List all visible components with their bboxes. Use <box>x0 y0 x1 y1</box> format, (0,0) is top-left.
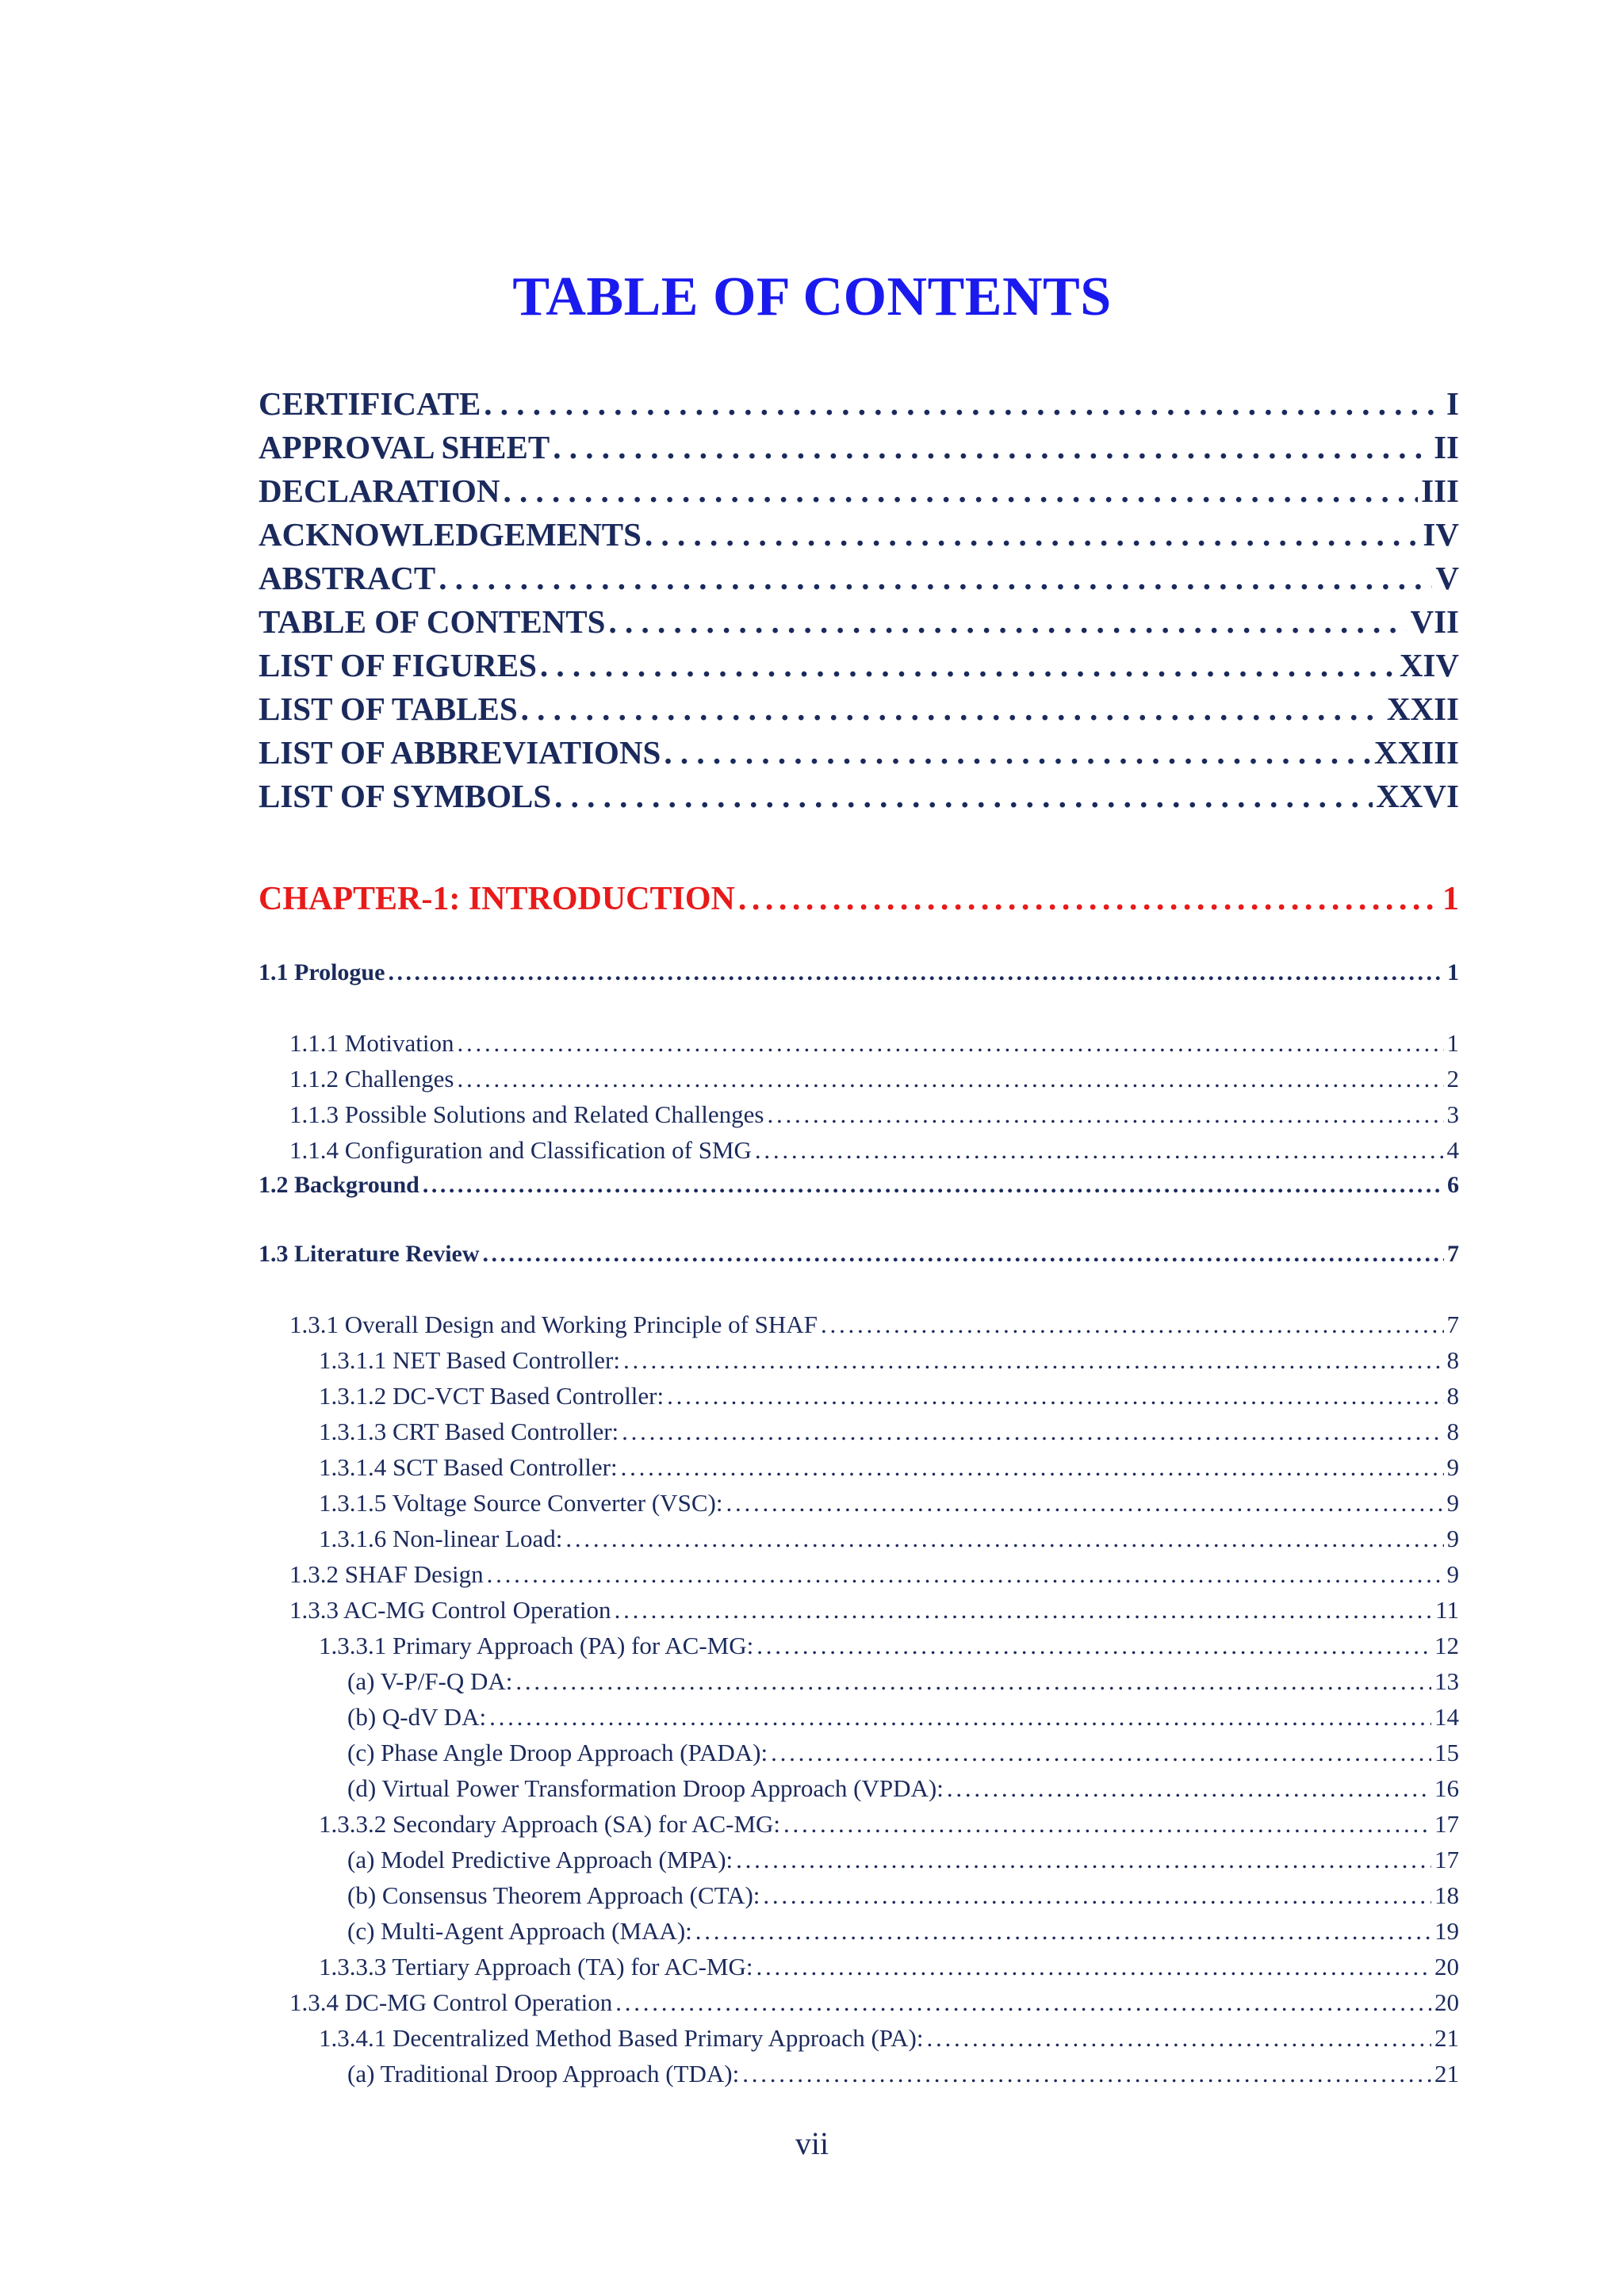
toc-entry[interactable] <box>347 1846 1459 1879</box>
toc-entry-label: 1.1.4 Configuration and Classification of SMG <box>289 1136 752 1164</box>
toc-entry-page: 8 <box>1446 1346 1459 1374</box>
toc-entry-label: DECLARATION <box>259 473 500 509</box>
toc-entry-label: 1.3.3 AC-MG Control Operation <box>289 1596 611 1624</box>
toc-entry-page: 9 <box>1446 1525 1459 1552</box>
toc-entry[interactable] <box>259 1241 1459 1274</box>
toc-entry-label: (b) Consensus Theorem Approach (CTA): <box>347 1881 760 1909</box>
toc-entry-page: 7 <box>1447 1241 1459 1267</box>
dot-leader <box>615 1988 1431 2017</box>
dot-leader <box>615 1596 1433 1624</box>
toc-entry[interactable] <box>319 1489 1459 1522</box>
toc-entry-declaration[interactable] <box>259 472 1459 515</box>
toc-entry-label: 1.3.4.1 Decentralized Method Based Primary Approach (PA): <box>319 2024 924 2052</box>
toc-entry-label: 1.3.4 DC-MG Control Operation <box>289 1988 613 2016</box>
toc-entry[interactable] <box>319 1953 1459 1986</box>
toc-entry-page: I <box>1446 385 1459 422</box>
toc-entry-label: 1.3.2 SHAF Design <box>289 1560 484 1588</box>
toc-entry-label: 1.1 Prologue <box>259 959 385 985</box>
toc-entry-label: (b) Q-dV DA: <box>347 1703 487 1731</box>
toc-entry-list-of-tables[interactable] <box>259 690 1459 733</box>
dot-leader <box>521 690 1384 728</box>
dot-leader <box>504 472 1419 510</box>
toc-entry[interactable] <box>259 959 1459 993</box>
dot-leader <box>622 1418 1443 1446</box>
toc-entry-page: XIV <box>1399 647 1459 683</box>
dot-leader <box>667 1382 1443 1410</box>
toc-entry[interactable] <box>319 1453 1459 1487</box>
toc-entry-label: 1.1.3 Possible Solutions and Related Challenges <box>289 1100 764 1128</box>
toc-entry-label: 1.2 Background <box>259 1172 419 1198</box>
dot-leader <box>756 1953 1432 1981</box>
dot-leader <box>423 1172 1444 1199</box>
dot-leader <box>645 515 1419 553</box>
toc-entry-label: 1.3.1.4 SCT Based Controller: <box>319 1453 618 1481</box>
toc-entry-label: LIST OF FIGURES <box>259 647 537 683</box>
toc-entry-approval-sheet[interactable] <box>259 428 1459 471</box>
toc-entry-page: 9 <box>1446 1453 1459 1481</box>
dot-leader <box>458 1029 1444 1058</box>
dot-leader <box>755 1136 1444 1165</box>
toc-entry[interactable] <box>319 1346 1459 1380</box>
toc-entry[interactable] <box>347 1703 1459 1736</box>
dot-leader <box>623 1346 1444 1375</box>
toc-entry-page: III <box>1421 473 1459 509</box>
dot-leader <box>738 880 1439 918</box>
dot-leader <box>783 1810 1431 1839</box>
dot-leader <box>489 1703 1431 1732</box>
toc-entry[interactable] <box>347 1881 1459 1915</box>
toc-entry-label: (c) Phase Angle Droop Approach (PADA): <box>347 1739 768 1766</box>
chapter-page: 1 <box>1442 881 1459 917</box>
toc-entry-label: 1.3.3.2 Secondary Approach (SA) for AC-MG: <box>319 1810 781 1838</box>
toc-entry-acknowledgements[interactable] <box>259 515 1459 558</box>
page-number: vii <box>795 2126 829 2161</box>
toc-entry-table-of-contents[interactable] <box>259 603 1459 645</box>
toc-entry-page: 1 <box>1447 959 1459 985</box>
toc-entry-page: 21 <box>1434 2024 1459 2052</box>
toc-entry-page: 18 <box>1434 1881 1459 1909</box>
dot-leader <box>565 1525 1443 1553</box>
dot-leader <box>484 385 1443 423</box>
toc-entry-page: 12 <box>1434 1632 1459 1659</box>
toc-entry-page: V <box>1435 560 1459 596</box>
toc-entry-label: 1.3.1.5 Voltage Source Converter (VSC): <box>319 1489 723 1517</box>
toc-entry[interactable] <box>319 1418 1459 1451</box>
toc-entry-page: 19 <box>1434 1917 1459 1945</box>
toc-entry-label: 1.3.1 Overall Design and Working Principle of SHAF <box>289 1311 818 1338</box>
toc-entry-page: 4 <box>1446 1136 1459 1164</box>
toc-entry-page: 14 <box>1434 1703 1459 1731</box>
toc-entry-page: XXIII <box>1373 734 1459 771</box>
dot-leader <box>771 1739 1431 1767</box>
toc-entry-label: (d) Virtual Power Transformation Droop Approach (VPDA): <box>347 1774 944 1802</box>
toc-entry[interactable] <box>319 1382 1459 1415</box>
toc-entry-label: CERTIFICATE <box>259 385 481 422</box>
dot-leader <box>726 1489 1443 1517</box>
toc-entry-page: 1 <box>1446 1029 1459 1057</box>
dot-leader <box>608 603 1407 641</box>
toc-entry-label: 1.3.1.6 Non-linear Load: <box>319 1525 563 1552</box>
toc-entry-page: 8 <box>1446 1418 1459 1445</box>
toc-entry[interactable] <box>289 1136 1459 1169</box>
toc-entry[interactable] <box>259 1172 1459 1205</box>
toc-entry[interactable] <box>347 1739 1459 1772</box>
toc-entry[interactable] <box>319 1525 1459 1558</box>
dot-leader <box>947 1774 1431 1803</box>
toc-entry-label: ACKNOWLEDGEMENTS <box>259 516 642 553</box>
toc-entry-label: 1.3.1.3 CRT Based Controller: <box>319 1418 619 1445</box>
dot-leader <box>756 1632 1431 1660</box>
toc-entry-label: ABSTRACT <box>259 560 436 596</box>
dot-leader <box>540 646 1396 684</box>
toc-entry[interactable] <box>347 1667 1459 1701</box>
toc-entry-page: 15 <box>1434 1739 1459 1766</box>
toc-entry[interactable] <box>289 1596 1459 1629</box>
toc-entry-page: 21 <box>1434 2060 1459 2087</box>
toc-entry-label: (c) Multi-Agent Approach (MAA): <box>347 1917 692 1945</box>
dot-leader <box>926 2024 1431 2053</box>
toc-entry[interactable] <box>289 1560 1459 1594</box>
toc-entry-label: LIST OF SYMBOLS <box>259 778 552 814</box>
toc-entry[interactable] <box>289 1988 1459 2022</box>
toc-entry-page: 17 <box>1434 1846 1459 1873</box>
dot-leader <box>388 959 1444 986</box>
dot-leader <box>458 1065 1444 1093</box>
toc-entry-label: LIST OF ABBREVIATIONS <box>259 734 661 771</box>
toc-entry-label: 1.3.1.2 DC-VCT Based Controller: <box>319 1382 665 1410</box>
toc-entry-label: 1.3.3.1 Primary Approach (PA) for AC-MG: <box>319 1632 754 1659</box>
toc-entry-page: 6 <box>1447 1172 1459 1198</box>
dot-leader <box>695 1917 1431 1946</box>
dot-leader <box>736 1846 1431 1874</box>
toc-chapter-1[interactable] <box>259 880 1459 928</box>
toc-entry-label: (a) Model Predictive Approach (MPA): <box>347 1846 733 1873</box>
toc-entry[interactable] <box>289 1065 1459 1098</box>
toc-entry[interactable] <box>289 1311 1459 1344</box>
dot-leader <box>763 1881 1431 1910</box>
toc-entry-label: (a) V-P/F-Q DA: <box>347 1667 513 1695</box>
toc-entry-label: APPROVAL SHEET <box>259 429 550 465</box>
dot-leader <box>621 1453 1444 1482</box>
toc-entry[interactable] <box>319 1810 1459 1843</box>
toc-entry-list-of-figures[interactable] <box>259 646 1459 689</box>
toc-entry-page: 7 <box>1446 1311 1459 1338</box>
chapter-label: CHAPTER-1: INTRODUCTION <box>259 881 735 917</box>
toc-entry-abstract[interactable] <box>259 559 1459 602</box>
dot-leader <box>483 1241 1444 1268</box>
toc-entry-page: XXII <box>1386 691 1459 727</box>
toc-entry-label: 1.1.2 Challenges <box>289 1065 454 1093</box>
toc-entry-page: II <box>1434 429 1459 465</box>
toc-entry-page: XXVI <box>1376 778 1459 814</box>
toc-entry-label: LIST OF TABLES <box>259 691 518 727</box>
dot-leader <box>554 777 1373 815</box>
toc-entry-page: IV <box>1423 516 1459 553</box>
toc-entry-page: 9 <box>1446 1560 1459 1588</box>
toc-entry[interactable] <box>319 1632 1459 1665</box>
toc-entry-page: 16 <box>1434 1774 1459 1802</box>
dot-leader <box>487 1560 1444 1589</box>
toc-entry-list-of-symbols[interactable] <box>259 777 1459 820</box>
dot-leader <box>553 428 1431 466</box>
toc-entry-certificate[interactable] <box>259 385 1459 427</box>
toc-entry-page: 11 <box>1435 1596 1459 1624</box>
toc-entry-page: 8 <box>1446 1382 1459 1410</box>
dot-leader <box>664 733 1371 771</box>
toc-entry-page: 2 <box>1446 1065 1459 1093</box>
toc-entry[interactable] <box>289 1029 1459 1062</box>
toc-entry[interactable] <box>319 2024 1459 2057</box>
toc-entry[interactable] <box>347 1917 1459 1950</box>
toc-entry-page: 20 <box>1434 1988 1459 2016</box>
toc-entry-label: 1.1.1 Motivation <box>289 1029 454 1057</box>
toc-entry-page: 3 <box>1446 1100 1459 1128</box>
dot-leader <box>439 559 1432 597</box>
toc-entry-label: 1.3.3.3 Tertiary Approach (TA) for AC-MG: <box>319 1953 753 1980</box>
toc-entry-label: (a) Traditional Droop Approach (TDA): <box>347 2060 740 2087</box>
toc-entry[interactable] <box>347 1774 1459 1808</box>
dot-leader <box>742 2060 1431 2088</box>
toc-entry-label: 1.3 Literature Review <box>259 1241 480 1267</box>
toc-entry-page: 9 <box>1446 1489 1459 1517</box>
dot-leader <box>821 1311 1444 1339</box>
toc-entry-page: 17 <box>1434 1810 1459 1838</box>
toc-entry[interactable] <box>347 2060 1459 2093</box>
page-title: TABLE OF CONTENTS <box>512 266 1112 327</box>
toc-entry-page: VII <box>1410 603 1459 640</box>
toc-entry-page: 13 <box>1434 1667 1459 1695</box>
toc-entry-list-of-abbreviations[interactable] <box>259 733 1459 776</box>
toc-entry[interactable] <box>289 1100 1459 1134</box>
dot-leader <box>515 1667 1431 1696</box>
toc-entry-page: 20 <box>1434 1953 1459 1980</box>
dot-leader <box>767 1100 1443 1129</box>
toc-entry-label: TABLE OF CONTENTS <box>259 603 606 640</box>
toc-entry-label: 1.3.1.1 NET Based Controller: <box>319 1346 620 1374</box>
